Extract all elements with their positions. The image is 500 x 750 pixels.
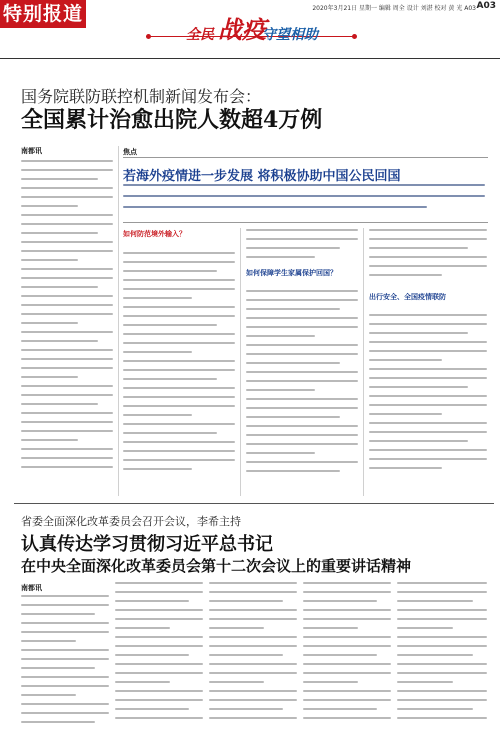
lead-kicker: 国务院联防联控机制新闻发布会： <box>21 87 262 106</box>
subhead-2: 如何保障学生家属保护回国？ <box>246 269 337 277</box>
body-column-4b <box>369 314 487 496</box>
column-rule-3 <box>363 228 364 496</box>
story2-column-1 <box>21 595 109 745</box>
story2-column-2 <box>115 582 203 745</box>
dateline: 2020年3月21日 星期一 编辑 周全 设计 刘湛 校对 黄 光 A03 <box>312 5 476 12</box>
column-rule-1 <box>118 146 119 496</box>
focus-dek <box>123 184 485 220</box>
story2-kicker: 省委全面深化改革委员会召开会议，李希主持 <box>21 515 241 528</box>
banner-text-b: 战疫 <box>218 15 266 44</box>
body-column-4a <box>369 229 487 289</box>
subhead-3: 出行安全、全国疫情联防 <box>369 293 446 301</box>
lead-headline: 全国累计治愈出院人数超4万例 <box>21 107 323 133</box>
story2-headline-line2: 在中央全面深化改革委员会第十二次会议上的重要讲话精神 <box>21 557 412 575</box>
subhead-1: 如何防范境外输入？ <box>123 230 186 238</box>
focus-box-rule <box>123 222 488 223</box>
story2-headline-line1: 认真传达学习贯彻习近平总书记 <box>21 534 273 555</box>
story2-column-5 <box>397 582 487 745</box>
lead-byline: 南都讯 <box>21 147 42 155</box>
story2-column-3 <box>209 582 297 745</box>
banner-dot-left <box>146 34 151 39</box>
banner-dot-right <box>352 34 357 39</box>
section-tag: 特别报道 <box>0 0 86 28</box>
banner-text-a: 全民 <box>186 27 214 43</box>
page-number: A03 <box>476 1 496 11</box>
story2-column-4 <box>303 582 391 745</box>
body-column-2 <box>123 252 235 492</box>
focus-headline: 若海外疫情进一步发展 将积极协助中国公民回国 <box>123 169 401 184</box>
body-column-3b <box>246 290 358 495</box>
section-divider <box>14 503 494 504</box>
focus-rule <box>123 157 488 158</box>
column-rule-2 <box>240 228 241 496</box>
masthead <box>0 0 500 59</box>
story2-byline: 南都讯 <box>21 584 42 592</box>
focus-tag: 焦点 <box>123 148 137 156</box>
banner-text-c: 守望相助 <box>262 27 318 43</box>
body-column-3a <box>246 229 358 267</box>
body-column-1 <box>21 160 113 490</box>
